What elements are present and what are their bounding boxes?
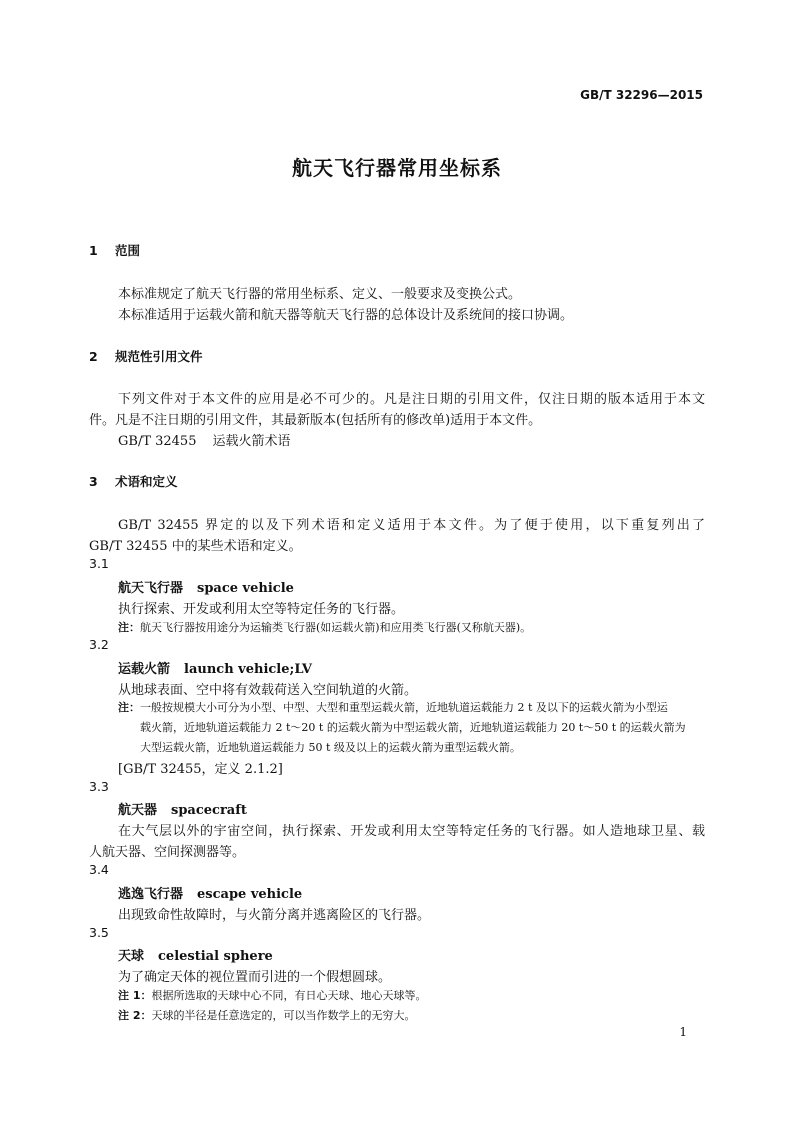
term-note-continuation: 大型运载火箭，近地轨道运载能力 50 t 级及以上的运载火箭为重型运载火箭。: [140, 741, 521, 754]
reference-name: 运载火箭术语: [212, 434, 291, 449]
section-3-intro-line-2: GB/T 32455 中的某些术语和定义。: [89, 539, 302, 554]
reference-code: GB/T 32455: [118, 434, 197, 449]
term-definition: 从地球表面、空中将有效载荷送入空间轨道的火箭。: [118, 683, 418, 698]
section-2-paragraph-line-1: 下列文件对于本文件的应用是必不可少的。凡是注日期的引用文件，仅注日期的版本适用于本文: [118, 392, 705, 407]
term-zh: 天球: [118, 949, 145, 964]
term-en: spacecraft: [171, 803, 247, 818]
term-definition-continuation: 人航天器、空间探测器等。: [89, 845, 246, 860]
term-heading: [118, 883, 302, 902]
term-number: 3.2: [89, 637, 109, 652]
term-definition: 在大气层以外的宇宙空间，执行探索、开发或利用太空等特定任务的飞行器。如人造地球卫星、载: [118, 824, 705, 839]
section-2-heading: [89, 347, 203, 365]
term-definition: 出现致命性故障时，与火箭分离并逃离险区的飞行器。: [118, 908, 431, 923]
note-label: 注 2：: [118, 1009, 152, 1022]
term-note: [118, 619, 531, 635]
section-title: 规范性引用文件: [115, 349, 203, 364]
note-text: 一般按规模大小可分为小型、中型、大型和重型运载火箭，近地轨道运载能力 2 t 及以下的运载火箭为小型运: [140, 701, 668, 714]
term-number: 3.1: [89, 556, 109, 571]
section-title: 术语和定义: [115, 474, 178, 489]
standard-code: GB/T 32296—2015: [580, 88, 703, 102]
section-number: 1: [89, 243, 98, 258]
section-number: 3: [89, 474, 98, 489]
section-3-intro-line-1: GB/T 32455 界定的以及下列术语和定义适用于本文件。为了便于使用，以下重复列出了: [118, 518, 705, 533]
term-note-continuation: 载火箭，近地轨道运载能力 2 t～20 t 的运载火箭为中型运载火箭，近地轨道运载能力 20 t～50 t 的运载火箭为: [140, 721, 686, 734]
section-1-paragraph-2: 本标准适用于运载火箭和航天器等航天飞行器的总体设计及系统间的接口协调。: [118, 308, 574, 323]
term-number: 3.3: [89, 779, 109, 794]
term-en: space vehicle: [197, 581, 294, 596]
term-heading: [118, 658, 312, 677]
note-label: 注 1：: [118, 989, 152, 1002]
section-1-paragraph-1: 本标准规定了航天飞行器的常用坐标系、定义、一般要求及变换公式。: [118, 287, 522, 302]
term-number: 3.5: [89, 925, 109, 940]
term-definition: 为了确定天体的视位置而引进的一个假想圆球。: [118, 970, 392, 985]
term-definition: 执行探索、开发或利用太空等特定任务的飞行器。: [118, 602, 405, 617]
term-heading: [118, 945, 273, 964]
term-note: [118, 699, 668, 715]
term-en: celestial sphere: [158, 949, 273, 964]
term-source: [GB/T 32455，定义 2.1.2]: [118, 762, 283, 777]
section-number: 2: [89, 349, 98, 364]
note-text: 航天飞行器按用途分为运输类飞行器(如运载火箭)和应用类飞行器(又称航天器)。: [140, 621, 532, 634]
term-heading: [118, 577, 294, 596]
term-note: [118, 987, 426, 1003]
normative-reference: [118, 430, 291, 449]
term-zh: 航天器: [118, 803, 158, 818]
note-text: 天球的半径是任意选定的，可以当作数学上的无穷大。: [151, 1009, 416, 1022]
term-zh: 航天飞行器: [118, 581, 184, 596]
term-en: launch vehicle;LV: [184, 662, 312, 677]
note-label: 注：: [118, 701, 140, 714]
term-zh: 运载火箭: [118, 662, 171, 677]
page-number: 1: [679, 1025, 687, 1039]
note-text: 根据所选取的天球中心不同，有日心天球、地心天球等。: [151, 989, 427, 1002]
section-title: 范围: [115, 243, 141, 258]
section-2-paragraph-line-2: 件。凡是不注日期的引用文件，其最新版本(包括所有的修改单)适用于本文件。: [89, 413, 542, 428]
term-zh: 逃逸飞行器: [118, 887, 184, 902]
page-title: 航天飞行器常用坐标系: [292, 156, 502, 180]
section-1-heading: [89, 241, 140, 259]
term-note: [118, 1007, 415, 1023]
term-number: 3.4: [89, 862, 109, 877]
section-3-heading: [89, 472, 178, 490]
note-label: 注：: [118, 621, 140, 634]
term-heading: [118, 799, 247, 818]
term-en: escape vehicle: [197, 887, 303, 902]
